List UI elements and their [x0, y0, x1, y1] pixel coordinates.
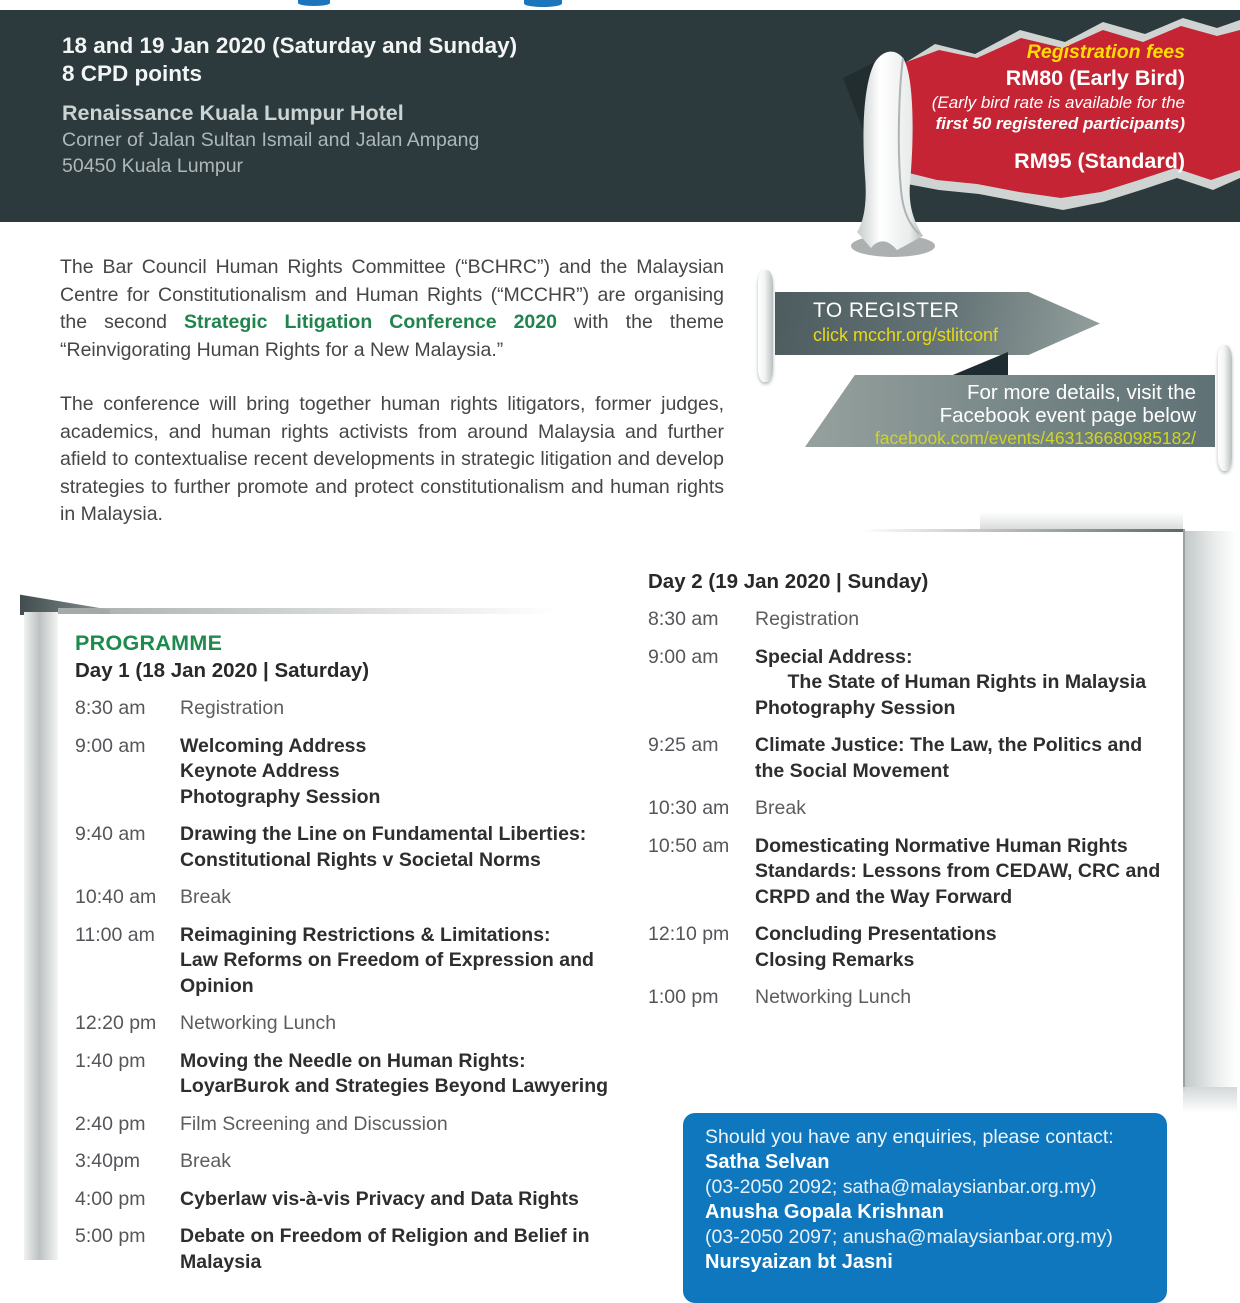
- schedule-time: 3:40pm: [75, 1150, 141, 1172]
- conference-name-highlight: Strategic Litigation Conference 2020: [184, 311, 557, 333]
- schedule-session-line: Break: [180, 886, 231, 908]
- schedule-session-title: [755, 834, 1168, 911]
- schedule-session-line: Opinion: [180, 974, 254, 997]
- contact-name: Nursyaizan bt Jasni: [705, 1251, 893, 1273]
- schedule-session-line: Climate Justice: The Law, the Politics and: [755, 734, 1143, 756]
- schedule-session-line: Domesticating Normative Human Rights: [755, 834, 1128, 857]
- schedule-time: 8:30 am: [648, 608, 719, 630]
- contact-box: [683, 1113, 1167, 1303]
- schedule-time: 4:00 pm: [75, 1187, 146, 1210]
- schedule-session-title: [755, 985, 1168, 1011]
- schedule-session-line: Reimagining Restrictions & Limitations:: [180, 923, 551, 946]
- early-bird-note-line2: first 50 registered participants): [935, 114, 1185, 133]
- schedule-session-title: [180, 734, 635, 811]
- schedule-row: [75, 734, 635, 811]
- schedule-session-line: Break: [180, 1150, 231, 1172]
- schedule-time: 10:40 am: [75, 886, 157, 908]
- day1-heading: Day 1 (18 Jan 2020 | Saturday): [75, 659, 370, 682]
- schedule-time: 9:00 am: [75, 734, 146, 757]
- ribbon-fold: [948, 352, 1008, 377]
- schedule-time: 10:50 am: [648, 834, 730, 857]
- contact-intro: Should you have any enquiries, please contact:: [705, 1126, 1114, 1148]
- cutoff-title-graphic: [524, 0, 562, 7]
- registration-fees-title: Registration fees: [1026, 41, 1185, 63]
- schedule-session-line: Registration: [180, 697, 285, 719]
- schedule-row: [648, 796, 1168, 822]
- schedule-session-line: CRPD and the Way Forward: [755, 885, 1013, 908]
- schedule-time: 12:10 pm: [648, 923, 730, 945]
- schedule-row: [75, 1149, 635, 1175]
- schedule-row: [648, 733, 1168, 784]
- venue-address-line1: Corner of Jalan Sultan Ismail and Jalan Ampang: [62, 129, 480, 151]
- schedule-session-line: Malaysia: [180, 1250, 262, 1273]
- intro-text: [60, 254, 724, 529]
- schedule-row: [648, 607, 1168, 633]
- card-top-edge: [58, 608, 643, 614]
- schedule-session-line: Closing Remarks: [755, 948, 915, 971]
- schedule-session-title: [180, 822, 635, 873]
- schedule-session-line: Welcoming Address: [180, 734, 367, 757]
- contact-detail: (03-2050 2097; anusha@malaysianbar.org.my): [705, 1226, 1113, 1248]
- facebook-ribbon-line2: Facebook event page below: [939, 404, 1196, 427]
- venue-address-line2: 50450 Kuala Lumpur: [62, 155, 244, 177]
- schedule-row: [648, 645, 1168, 722]
- schedule-session-line: Film Screening and Discussion: [180, 1112, 448, 1135]
- contact-name: Satha Selvan: [705, 1151, 830, 1173]
- schedule-time: 9:00 am: [648, 645, 719, 668]
- schedule-session-line: Special Address:: [755, 645, 913, 668]
- schedule-session-line: Photography Session: [755, 696, 956, 719]
- event-date-line1: 18 and 19 Jan 2020 (Saturday and Sunday): [62, 33, 518, 58]
- schedule-session-line: Debate on Freedom of Religion and Belief in: [180, 1225, 590, 1247]
- schedule-session-title: [755, 922, 1168, 973]
- schedule-time: 11:00 am: [75, 923, 155, 946]
- schedule-session-title: [755, 733, 1168, 784]
- schedule-row: [75, 923, 635, 1000]
- schedule-session-line: Moving the Needle on Human Rights:: [180, 1049, 526, 1072]
- schedule-session-line: Networking Lunch: [755, 986, 912, 1008]
- intro-p1-after: with the theme “Reinvigorating Human Rights for a New Malaysia.”: [60, 311, 725, 361]
- schedule-time: 5:00 pm: [75, 1225, 146, 1247]
- schedule-session-title: [180, 885, 635, 911]
- facebook-event-link[interactable]: facebook.com/events/463136680985182/: [874, 428, 1196, 448]
- schedule-row: [75, 1011, 635, 1037]
- schedule-session-title: [755, 607, 1168, 633]
- schedule-row: [75, 822, 635, 873]
- schedule-row: [75, 1112, 635, 1138]
- facebook-ribbon-line1: For more details, visit the: [967, 381, 1196, 404]
- schedule-session-line: Keynote Address: [180, 760, 340, 782]
- page-top-edge: [860, 529, 1183, 532]
- schedule-time: 1:40 pm: [75, 1049, 146, 1072]
- day1-schedule: [75, 696, 635, 1287]
- schedule-session-line: Break: [755, 797, 806, 819]
- schedule-session-line: Standards: Lessons from CEDAW, CRC and: [755, 860, 1161, 882]
- event-date: [62, 32, 517, 87]
- schedule-time: 12:20 pm: [75, 1012, 157, 1034]
- schedule-row: [75, 696, 635, 722]
- page-right-edge: [1183, 529, 1185, 1091]
- page-bottom-shadow: [1183, 1087, 1237, 1113]
- contact-detail: (03-2050 2092; satha@malaysianbar.org.my): [705, 1176, 1097, 1198]
- schedule-row: [75, 885, 635, 911]
- schedule-time: 1:00 pm: [648, 986, 719, 1008]
- page-edge-shadow: [980, 512, 1183, 529]
- schedule-session-title: [180, 923, 635, 1000]
- ribbon-curl-left: [758, 270, 773, 382]
- schedule-session-title: [180, 1224, 635, 1275]
- schedule-row: [648, 922, 1168, 973]
- schedule-session-title: [180, 1011, 635, 1037]
- intro-paragraph-1: [60, 254, 724, 364]
- intro-p1-before: The Bar Council Human Rights Committee (“BCHRC”) and the Malaysian Centre for Constitutionalism and Human Rights (“MCCHR”) are organising the second: [60, 256, 724, 333]
- schedule-session-title: [755, 796, 1168, 822]
- schedule-session-line: Law Reforms on Freedom of Expression and: [180, 949, 594, 971]
- standard-fee: RM95 (Standard): [1014, 149, 1185, 173]
- schedule-row: [75, 1187, 635, 1213]
- schedule-session-line: Constitutional Rights v Societal Norms: [180, 848, 541, 871]
- schedule-session-title: [755, 645, 1168, 722]
- card-left-shadow: [24, 612, 58, 1260]
- schedule-time: 10:30 am: [648, 797, 730, 819]
- schedule-session-title: [180, 1149, 635, 1175]
- programme-title: PROGRAMME: [75, 631, 223, 655]
- early-bird-fee: RM80 (Early Bird): [1005, 66, 1185, 90]
- schedule-session-title: [180, 1112, 635, 1138]
- register-ribbon-title: TO REGISTER: [813, 299, 960, 322]
- schedule-session-line: Drawing the Line on Fundamental Liberties:: [180, 823, 587, 845]
- schedule-session-line: LoyarBurok and Strategies Beyond Lawyering: [180, 1075, 609, 1097]
- schedule-session-line: The State of Human Rights in Malaysia: [755, 671, 1147, 693]
- event-cpd-points: 8 CPD points: [62, 60, 203, 86]
- schedule-session-line: Photography Session: [180, 785, 381, 808]
- schedule-session-line: Registration: [755, 608, 860, 630]
- contact-name: Anusha Gopala Krishnan: [705, 1201, 944, 1223]
- schedule-session-line: the Social Movement: [755, 759, 949, 782]
- schedule-session-title: [180, 1187, 635, 1213]
- cutoff-title-graphic: [298, 0, 330, 6]
- schedule-time: 9:40 am: [75, 823, 146, 845]
- day2-schedule: [648, 607, 1168, 1023]
- schedule-session-line: Cyberlaw vis-à-vis Privacy and Data Rights: [180, 1187, 579, 1210]
- page-right-shadow: [1185, 531, 1237, 1087]
- schedule-row: [648, 834, 1168, 911]
- schedule-row: [648, 985, 1168, 1011]
- schedule-row: [75, 1224, 635, 1275]
- schedule-time: 2:40 pm: [75, 1112, 146, 1135]
- early-bird-note-line1: (Early bird rate is available for the: [931, 93, 1185, 112]
- schedule-time: 8:30 am: [75, 697, 146, 719]
- schedule-session-line: Concluding Presentations: [755, 923, 997, 945]
- day2-heading: Day 2 (19 Jan 2020 | Sunday): [648, 570, 929, 593]
- register-url-link[interactable]: click mcchr.org/stlitconf: [813, 325, 999, 345]
- schedule-session-title: [180, 1049, 635, 1100]
- venue-name: Renaissance Kuala Lumpur Hotel: [62, 101, 404, 125]
- schedule-session-line: Networking Lunch: [180, 1012, 337, 1034]
- intro-paragraph-2: The conference will bring together human rights litigators, former judges, academics, and human rights activists from around Malaysia and further afield to contextualise recent developments in strategic litigation and develop strategies to further promote and protect constitutionalism and human rights in Malaysia.: [60, 393, 724, 525]
- schedule-time: 9:25 am: [648, 734, 719, 756]
- schedule-session-title: [180, 696, 635, 722]
- schedule-row: [75, 1049, 635, 1100]
- ribbon-curl-right: [1218, 345, 1232, 471]
